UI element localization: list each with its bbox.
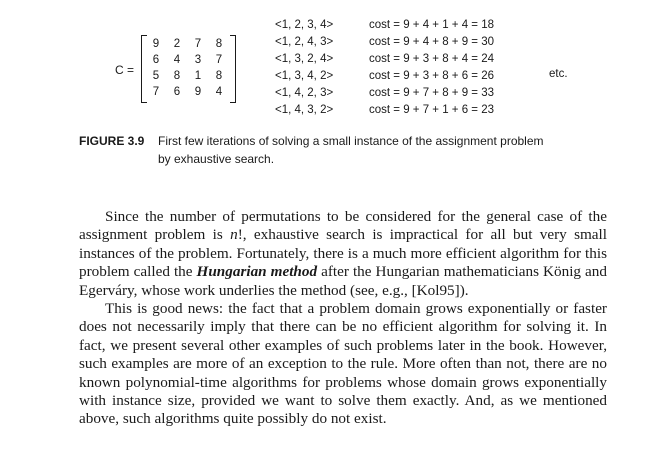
body-text [79, 208, 607, 429]
permutation: <1, 2, 3, 4> [275, 19, 334, 31]
matrix-label: C = [115, 63, 135, 77]
cost-expression: cost = 9 + 7 + 8 + 9 = 33 [369, 87, 494, 99]
cost-matrix [141, 35, 236, 102]
iteration-row [275, 17, 565, 34]
matrix-cell: 7 [194, 38, 202, 50]
etc-label: etc. [549, 68, 568, 80]
paragraph: This is good news: the fact that a problem domain grows exponentially or faster does not necessarily imply that there can be no efficient algorithm for solving it. In fact, we present several other examples of such problems later in the book. However, such examples are more of an exception to the rule. More often than not, there are no known polynomial-time algorithms for problems whose domain grows exponentially with instance size, provided we want to solve them exactly. And, as we mentioned above, such algorithms quite possibly do not exist. [79, 300, 607, 428]
caption-text: First few iterations of solving a small instance of the assignment problem [158, 134, 544, 148]
iteration-row [275, 102, 565, 119]
hungarian-method-term: Hungarian method [196, 263, 318, 281]
matrix-cell: 8 [173, 70, 181, 82]
permutation: <1, 2, 4, 3> [275, 36, 334, 48]
cost-expression: cost = 9 + 4 + 8 + 9 = 30 [369, 36, 494, 48]
matrix-cell: 8 [215, 70, 223, 82]
cost-expression: cost = 9 + 3 + 8 + 6 = 26 [369, 70, 494, 82]
matrix-cell: 6 [173, 86, 181, 98]
paragraph-text: after the Hungarian mathematicians König and Egerváry, whose work underlies the method (see, e.g., [Kol95]). [79, 263, 607, 299]
caption-line [79, 132, 619, 150]
permutation: <1, 4, 2, 3> [275, 87, 334, 99]
permutation: <1, 3, 2, 4> [275, 53, 334, 65]
iteration-row [275, 51, 565, 68]
cost-expression: cost = 9 + 3 + 8 + 4 = 24 [369, 53, 494, 65]
paragraph-text: !, exhaustive search is impractical for all but very small instances of the problem. Fortunately, there is a much more efficient algorithm for this problem called the [79, 226, 607, 281]
matrix-row [150, 84, 230, 100]
matrix-cell: 6 [152, 54, 160, 66]
caption-line: by exhaustive search. [158, 152, 275, 166]
matrix-right-bracket [230, 35, 236, 103]
paragraph [79, 208, 607, 300]
matrix-row [150, 68, 230, 84]
permutation: <1, 3, 4, 2> [275, 70, 334, 82]
iteration-row [275, 34, 565, 51]
matrix-cell: 3 [194, 54, 202, 66]
caption-label: FIGURE 3.9 [79, 134, 145, 148]
iteration-list [275, 17, 565, 119]
permutation: <1, 4, 3, 2> [275, 104, 334, 116]
matrix-row [150, 52, 230, 68]
matrix-cell: 7 [215, 54, 223, 66]
cost-expression: cost = 9 + 4 + 1 + 4 = 18 [369, 19, 494, 31]
matrix-row [150, 36, 230, 52]
iteration-row [275, 85, 565, 102]
matrix-cell: 8 [215, 38, 223, 50]
matrix-cell: 9 [194, 86, 202, 98]
matrix-left-bracket [141, 35, 147, 103]
matrix-cell: 2 [173, 38, 181, 50]
cost-expression: cost = 9 + 7 + 1 + 6 = 23 [369, 104, 494, 116]
matrix-cell: 4 [215, 86, 223, 98]
variable-n: n [230, 226, 238, 244]
matrix-cell: 4 [173, 54, 181, 66]
matrix-cell: 5 [152, 70, 160, 82]
matrix-cell: 9 [152, 38, 160, 50]
matrix-cell: 1 [194, 70, 202, 82]
matrix-cell: 7 [152, 86, 160, 98]
paragraph-text: Since the number of permutations to be considered for the general case of the assignment problem is [79, 208, 607, 244]
figure-caption [79, 132, 619, 168]
iteration-row [275, 68, 565, 85]
